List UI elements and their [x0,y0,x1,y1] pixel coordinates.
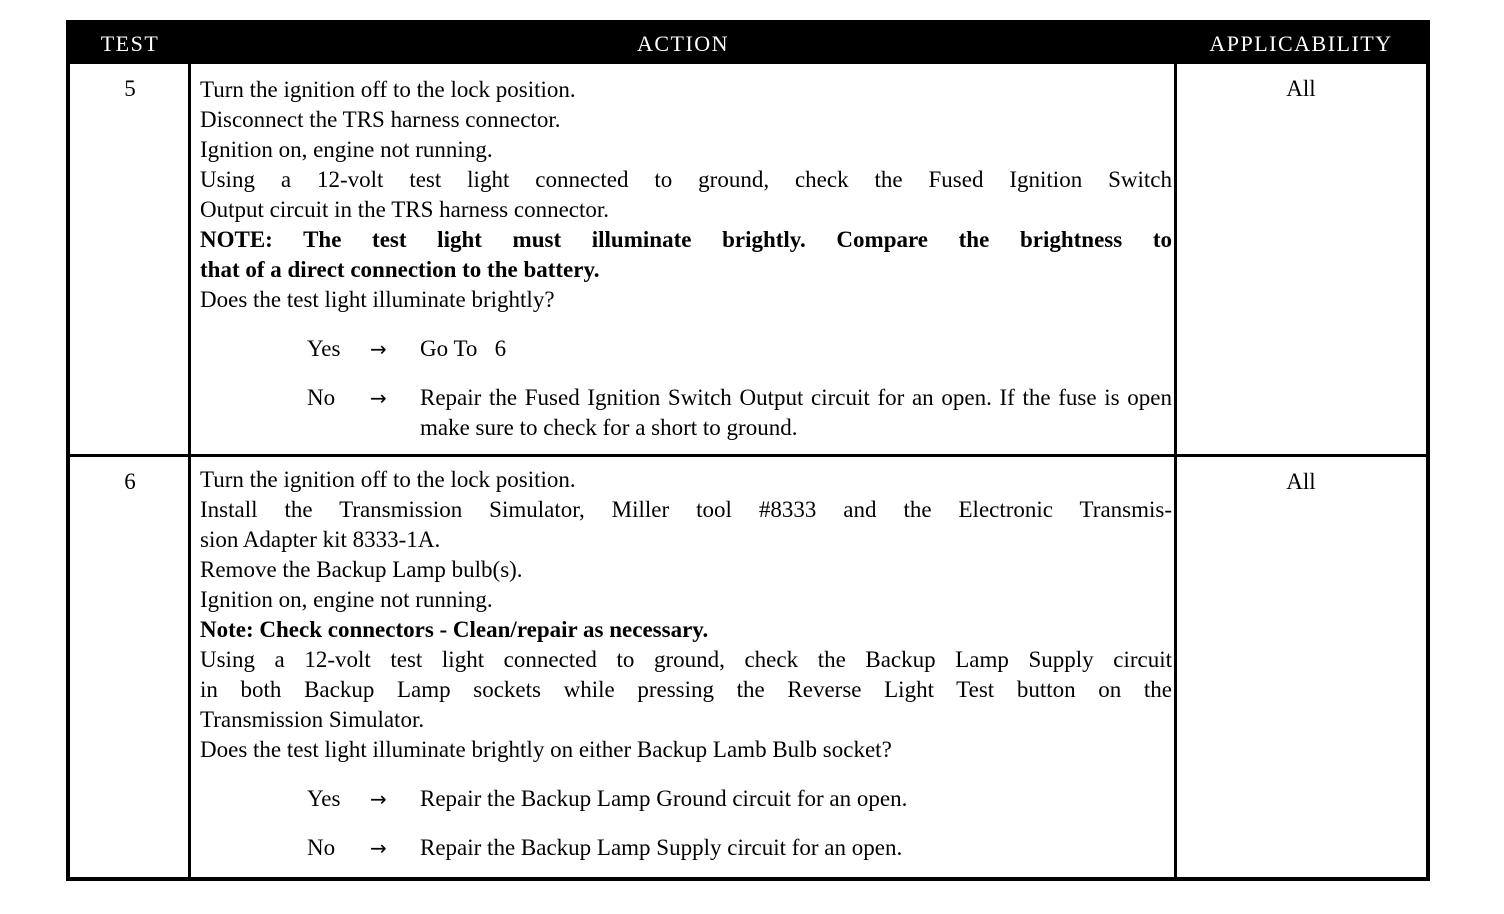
answer-no [200,833,1172,863]
right-arrow-icon: → [370,836,387,860]
answer-label: No [307,385,336,410]
test-number: 5 [124,76,136,101]
answer-text: Repair the Backup Lamp Ground circuit for an open. [420,786,908,811]
action-line: Install the Transmission Simulator, Miller tool #8333 and the Electronic Transmis- [200,497,1172,522]
note-line: Note: Check connectors - Clean/repair as necessary. [200,617,709,642]
answers [200,334,1172,443]
answer-label: No [307,835,336,860]
table-row [70,454,1426,884]
question-line: Does the test light illuminate brightly? [200,287,555,312]
action-cell [200,465,1172,882]
action-line: Ignition on, engine not running. [200,137,493,162]
answers [200,784,1172,863]
right-arrow-icon: → [370,386,387,410]
right-arrow-icon: → [370,337,387,361]
answer-label: Yes [307,786,341,811]
right-arrow-icon: → [370,787,387,811]
header-applicability: APPLICABILITY [1209,31,1393,56]
test-number: 6 [124,469,136,494]
action-line: Remove the Backup Lamp bulb(s). [200,557,523,582]
answer-yes [200,334,1172,364]
answer-label: Yes [307,336,341,361]
action-line: in both Backup Lamp sockets while pressing the Reverse Light Test button on the [200,677,1172,702]
applicability: All [1286,76,1316,101]
action-line: Turn the ignition off to the lock position. [200,77,576,102]
answer-no [200,383,1172,443]
action-line: Using a 12-volt test light connected to ground, check the Fused Ignition Switch [200,167,1172,192]
note-line: NOTE: The test light must illuminate brightly. Compare the brightness to [200,227,1172,252]
applicability: All [1286,469,1316,494]
table-header [70,24,1426,64]
header-action: ACTION [636,31,730,56]
action-cell [200,75,1172,462]
question-line: Does the test light illuminate brightly on either Backup Lamb Bulb socket? [200,737,892,762]
note-line: that of a direct connection to the battery. [200,257,600,282]
action-line: Disconnect the TRS harness connector. [200,107,561,132]
action-line: Transmission Simulator. [200,707,425,732]
answer-text: Go To 6 [420,336,507,361]
action-line: sion Adapter kit 8333-1A. [200,527,441,552]
action-line: Using a 12-volt test light connected to ground, check the Backup Lamp Supply circuit [200,647,1172,672]
answer-text: Repair the Backup Lamp Supply circuit for an open. [420,835,903,860]
action-line: Output circuit in the TRS harness connector. [200,197,610,222]
diagnostic-table [66,20,1430,881]
table-row [70,64,1426,454]
action-line: Ignition on, engine not running. [200,587,493,612]
header-test: TEST [100,31,160,56]
answer-text: Repair the Fused Ignition Switch Output circuit for an open. If the fuse is open make sure to check for a short to ground. [420,385,1172,440]
answer-yes [200,784,1172,814]
action-line: Turn the ignition off to the lock position. [200,467,576,492]
